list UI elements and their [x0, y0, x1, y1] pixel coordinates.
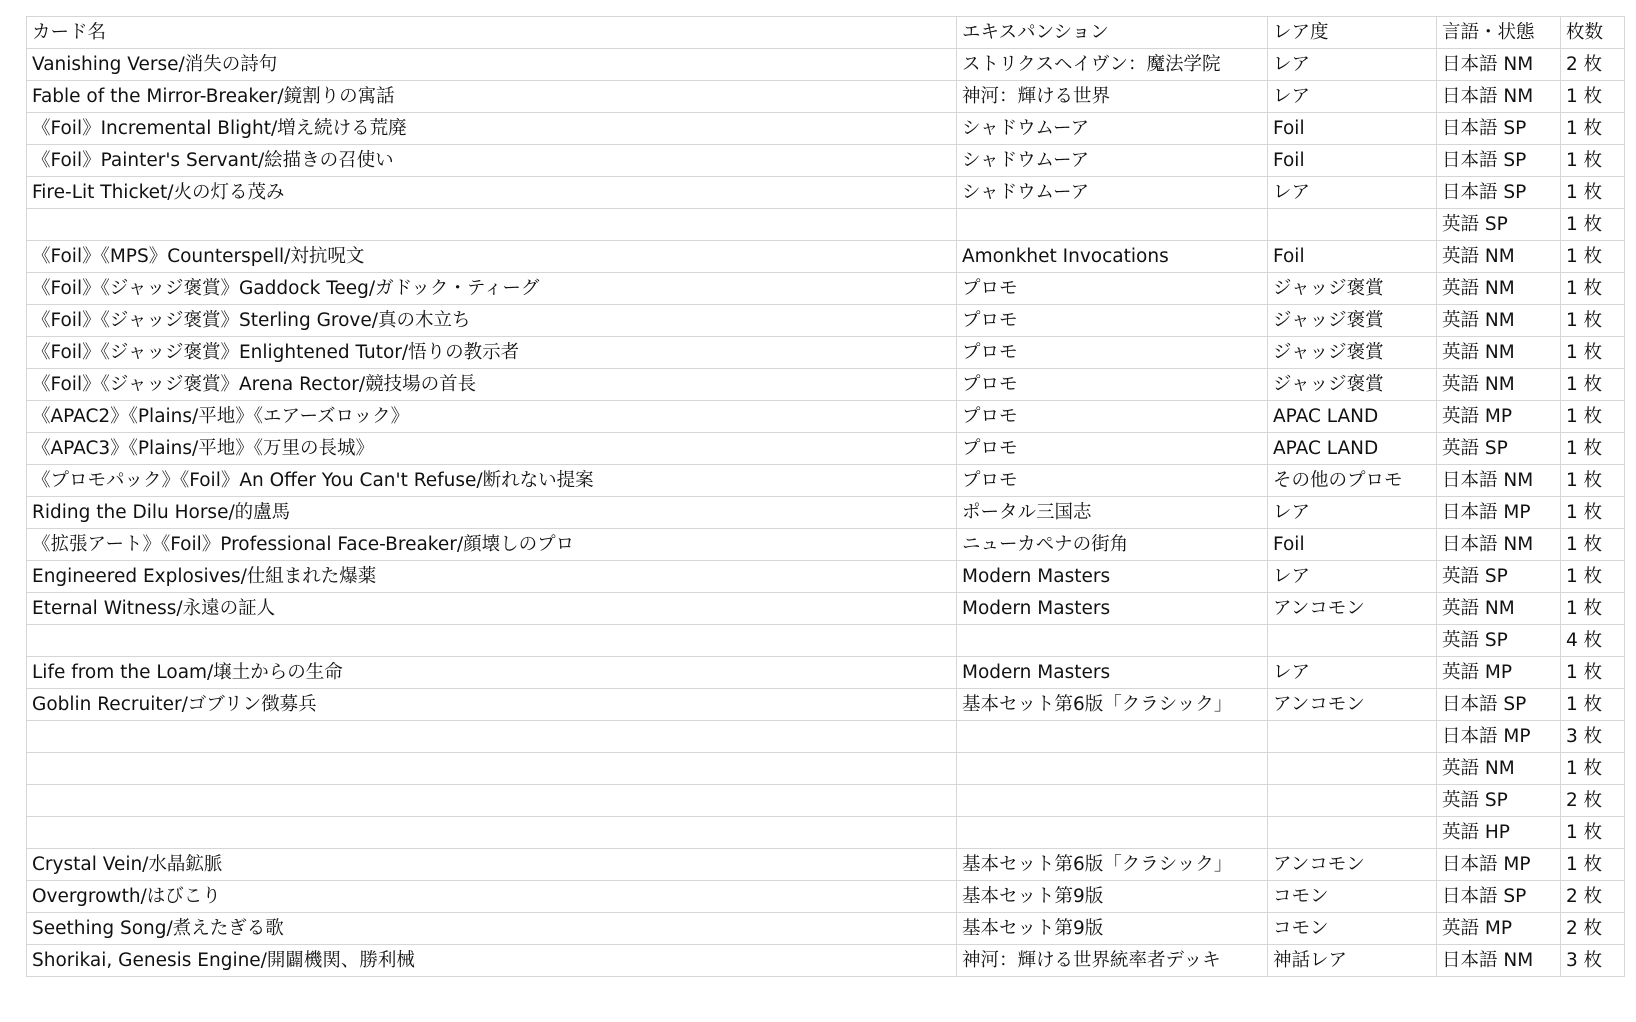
cell-lang-condition: 日本語 SP: [1437, 881, 1561, 913]
cell-card-name: 《Foil》《ジャッジ褒賞》Enlightened Tutor/悟りの教示者: [27, 337, 957, 369]
cell-lang-condition: 日本語 MP: [1437, 721, 1561, 753]
cell-expansion: [957, 753, 1268, 785]
cell-rarity: [1268, 625, 1437, 657]
cell-lang-condition: 英語 NM: [1437, 241, 1561, 273]
cell-expansion: [957, 625, 1268, 657]
cell-rarity: コモン: [1268, 913, 1437, 945]
table-row: [27, 113, 1625, 145]
table-row: [27, 721, 1625, 753]
column-header-card-name: カード名: [27, 17, 957, 49]
cell-quantity: 1 枚: [1561, 849, 1625, 881]
cell-rarity: [1268, 209, 1437, 241]
cell-quantity: 4 枚: [1561, 625, 1625, 657]
cell-lang-condition: 英語 NM: [1437, 369, 1561, 401]
cell-quantity: 1 枚: [1561, 81, 1625, 113]
table-row: [27, 209, 1625, 241]
cell-rarity: [1268, 785, 1437, 817]
header-row: [27, 17, 1625, 49]
cell-card-name: 《Foil》《ジャッジ褒賞》Sterling Grove/真の木立ち: [27, 305, 957, 337]
cell-quantity: 1 枚: [1561, 433, 1625, 465]
column-header-quantity: 枚数: [1561, 17, 1625, 49]
table-row: [27, 433, 1625, 465]
table-body: [27, 49, 1625, 977]
cell-rarity: アンコモン: [1268, 849, 1437, 881]
cell-lang-condition: 英語 NM: [1437, 337, 1561, 369]
cell-card-name: [27, 753, 957, 785]
cell-lang-condition: 日本語 MP: [1437, 497, 1561, 529]
cell-lang-condition: 日本語 NM: [1437, 529, 1561, 561]
table-row: [27, 689, 1625, 721]
cell-card-name: Goblin Recruiter/ゴブリン徴募兵: [27, 689, 957, 721]
cell-rarity: レア: [1268, 657, 1437, 689]
cell-rarity: コモン: [1268, 881, 1437, 913]
cell-quantity: 2 枚: [1561, 49, 1625, 81]
cell-quantity: 3 枚: [1561, 721, 1625, 753]
cell-card-name: 《Foil》Painter's Servant/絵描きの召使い: [27, 145, 957, 177]
cell-expansion: [957, 817, 1268, 849]
cell-quantity: 1 枚: [1561, 177, 1625, 209]
cell-card-name: 《Foil》《MPS》Counterspell/対抗呪文: [27, 241, 957, 273]
table-row: [27, 465, 1625, 497]
cell-expansion: 基本セット第9版: [957, 913, 1268, 945]
cell-expansion: 基本セット第9版: [957, 881, 1268, 913]
cell-rarity: レア: [1268, 497, 1437, 529]
cell-quantity: 1 枚: [1561, 753, 1625, 785]
cell-quantity: 2 枚: [1561, 913, 1625, 945]
cell-expansion: プロモ: [957, 305, 1268, 337]
cell-lang-condition: 日本語 MP: [1437, 849, 1561, 881]
table-row: [27, 241, 1625, 273]
cell-lang-condition: 英語 MP: [1437, 401, 1561, 433]
cell-lang-condition: 日本語 NM: [1437, 465, 1561, 497]
cell-lang-condition: 英語 NM: [1437, 273, 1561, 305]
cell-card-name: 《拡張アート》《Foil》Professional Face-Breaker/顔壊しのプロ: [27, 529, 957, 561]
table-row: [27, 81, 1625, 113]
cell-quantity: 1 枚: [1561, 689, 1625, 721]
cell-quantity: 1 枚: [1561, 209, 1625, 241]
cell-quantity: 1 枚: [1561, 337, 1625, 369]
table-row: [27, 817, 1625, 849]
cell-rarity: Foil: [1268, 145, 1437, 177]
cell-card-name: 《APAC2》《Plains/平地》《エアーズロック》: [27, 401, 957, 433]
cell-quantity: 1 枚: [1561, 817, 1625, 849]
cell-lang-condition: 日本語 SP: [1437, 113, 1561, 145]
cell-lang-condition: 英語 MP: [1437, 657, 1561, 689]
cell-lang-condition: 英語 NM: [1437, 305, 1561, 337]
cell-rarity: レア: [1268, 177, 1437, 209]
cell-rarity: ジャッジ褒賞: [1268, 273, 1437, 305]
table-row: [27, 401, 1625, 433]
cell-card-name: [27, 785, 957, 817]
cell-lang-condition: 英語 NM: [1437, 593, 1561, 625]
cell-expansion: プロモ: [957, 369, 1268, 401]
table-header: [27, 17, 1625, 49]
cell-expansion: [957, 785, 1268, 817]
cell-rarity: ジャッジ褒賞: [1268, 369, 1437, 401]
cell-quantity: 1 枚: [1561, 401, 1625, 433]
column-header-lang-condition: 言語・状態: [1437, 17, 1561, 49]
cell-lang-condition: 英語 SP: [1437, 433, 1561, 465]
cell-rarity: Foil: [1268, 241, 1437, 273]
cell-lang-condition: 日本語 SP: [1437, 145, 1561, 177]
cell-quantity: 1 枚: [1561, 273, 1625, 305]
cell-card-name: 《APAC3》《Plains/平地》《万里の長城》: [27, 433, 957, 465]
table-row: [27, 497, 1625, 529]
cell-rarity: その他のプロモ: [1268, 465, 1437, 497]
cell-lang-condition: 日本語 NM: [1437, 945, 1561, 977]
cell-card-name: Fire-Lit Thicket/火の灯る茂み: [27, 177, 957, 209]
cell-expansion: プロモ: [957, 337, 1268, 369]
cell-expansion: 基本セット第6版「クラシック」: [957, 689, 1268, 721]
cell-quantity: 1 枚: [1561, 593, 1625, 625]
cell-rarity: レア: [1268, 561, 1437, 593]
cell-quantity: 2 枚: [1561, 785, 1625, 817]
table-row: [27, 369, 1625, 401]
cell-quantity: 2 枚: [1561, 881, 1625, 913]
cell-quantity: 1 枚: [1561, 241, 1625, 273]
cell-rarity: レア: [1268, 49, 1437, 81]
cell-card-name: [27, 209, 957, 241]
cell-rarity: アンコモン: [1268, 593, 1437, 625]
cell-lang-condition: 英語 MP: [1437, 913, 1561, 945]
cell-expansion: [957, 209, 1268, 241]
cell-expansion: [957, 721, 1268, 753]
table-row: [27, 785, 1625, 817]
table-row: [27, 529, 1625, 561]
cell-expansion: ポータル三国志: [957, 497, 1268, 529]
cell-card-name: [27, 721, 957, 753]
table-row: [27, 273, 1625, 305]
cell-expansion: Modern Masters: [957, 657, 1268, 689]
table-row: [27, 913, 1625, 945]
cell-card-name: Shorikai, Genesis Engine/開闢機関、勝利械: [27, 945, 957, 977]
cell-rarity: [1268, 721, 1437, 753]
table-row: [27, 305, 1625, 337]
cell-rarity: ジャッジ褒賞: [1268, 337, 1437, 369]
cell-lang-condition: 英語 SP: [1437, 625, 1561, 657]
cell-rarity: ジャッジ褒賞: [1268, 305, 1437, 337]
cell-card-name: Seething Song/煮えたぎる歌: [27, 913, 957, 945]
cell-expansion: ニューカペナの街角: [957, 529, 1268, 561]
cell-quantity: 1 枚: [1561, 465, 1625, 497]
column-header-expansion: エキスパンション: [957, 17, 1268, 49]
cell-rarity: APAC LAND: [1268, 433, 1437, 465]
cell-quantity: 1 枚: [1561, 657, 1625, 689]
table-row: [27, 657, 1625, 689]
cell-lang-condition: 日本語 NM: [1437, 81, 1561, 113]
cell-lang-condition: 英語 SP: [1437, 785, 1561, 817]
table-row: [27, 881, 1625, 913]
table-row: [27, 625, 1625, 657]
table-row: [27, 177, 1625, 209]
cell-card-name: Vanishing Verse/消失の詩句: [27, 49, 957, 81]
cell-expansion: Modern Masters: [957, 561, 1268, 593]
cell-card-name: 《プロモパック》《Foil》An Offer You Can't Refuse/断れない提案: [27, 465, 957, 497]
table-row: [27, 849, 1625, 881]
cell-expansion: 神河：輝ける世界: [957, 81, 1268, 113]
cell-card-name: Fable of the Mirror-Breaker/鏡割りの寓話: [27, 81, 957, 113]
cell-quantity: 1 枚: [1561, 497, 1625, 529]
cell-rarity: [1268, 817, 1437, 849]
cell-card-name: Eternal Witness/永遠の証人: [27, 593, 957, 625]
cell-rarity: アンコモン: [1268, 689, 1437, 721]
cell-lang-condition: 日本語 SP: [1437, 177, 1561, 209]
cell-expansion: プロモ: [957, 465, 1268, 497]
cell-quantity: 1 枚: [1561, 305, 1625, 337]
table-row: [27, 945, 1625, 977]
cell-rarity: Foil: [1268, 529, 1437, 561]
cell-quantity: 1 枚: [1561, 113, 1625, 145]
cell-expansion: 神河：輝ける世界統率者デッキ: [957, 945, 1268, 977]
cell-lang-condition: 日本語 NM: [1437, 49, 1561, 81]
cell-expansion: シャドウムーア: [957, 177, 1268, 209]
cell-quantity: 1 枚: [1561, 561, 1625, 593]
cell-expansion: 基本セット第6版「クラシック」: [957, 849, 1268, 881]
cell-lang-condition: 英語 HP: [1437, 817, 1561, 849]
card-inventory-table: [26, 16, 1625, 977]
cell-rarity: Foil: [1268, 113, 1437, 145]
cell-rarity: [1268, 753, 1437, 785]
cell-expansion: Modern Masters: [957, 593, 1268, 625]
cell-expansion: シャドウムーア: [957, 145, 1268, 177]
cell-lang-condition: 英語 SP: [1437, 209, 1561, 241]
cell-quantity: 1 枚: [1561, 369, 1625, 401]
cell-card-name: Crystal Vein/水晶鉱脈: [27, 849, 957, 881]
cell-quantity: 1 枚: [1561, 529, 1625, 561]
cell-rarity: 神話レア: [1268, 945, 1437, 977]
table-row: [27, 49, 1625, 81]
column-header-rarity: レア度: [1268, 17, 1437, 49]
cell-expansion: プロモ: [957, 401, 1268, 433]
table-row: [27, 753, 1625, 785]
cell-expansion: ストリクスヘイヴン：魔法学院: [957, 49, 1268, 81]
cell-expansion: Amonkhet Invocations: [957, 241, 1268, 273]
cell-quantity: 3 枚: [1561, 945, 1625, 977]
cell-rarity: レア: [1268, 81, 1437, 113]
cell-card-name: [27, 625, 957, 657]
cell-lang-condition: 英語 NM: [1437, 753, 1561, 785]
cell-lang-condition: 英語 SP: [1437, 561, 1561, 593]
cell-card-name: 《Foil》《ジャッジ褒賞》Arena Rector/競技場の首長: [27, 369, 957, 401]
cell-rarity: APAC LAND: [1268, 401, 1437, 433]
table-row: [27, 561, 1625, 593]
cell-expansion: プロモ: [957, 273, 1268, 305]
table-row: [27, 593, 1625, 625]
cell-card-name: Life from the Loam/壌土からの生命: [27, 657, 957, 689]
cell-expansion: シャドウムーア: [957, 113, 1268, 145]
cell-card-name: Riding the Dilu Horse/的盧馬: [27, 497, 957, 529]
cell-card-name: 《Foil》Incremental Blight/増え続ける荒廃: [27, 113, 957, 145]
cell-lang-condition: 日本語 SP: [1437, 689, 1561, 721]
cell-card-name: Overgrowth/はびこり: [27, 881, 957, 913]
cell-quantity: 1 枚: [1561, 145, 1625, 177]
table-row: [27, 337, 1625, 369]
table-row: [27, 145, 1625, 177]
cell-expansion: プロモ: [957, 433, 1268, 465]
cell-card-name: [27, 817, 957, 849]
cell-card-name: 《Foil》《ジャッジ褒賞》Gaddock Teeg/ガドック・ティーグ: [27, 273, 957, 305]
cell-card-name: Engineered Explosives/仕組まれた爆薬: [27, 561, 957, 593]
